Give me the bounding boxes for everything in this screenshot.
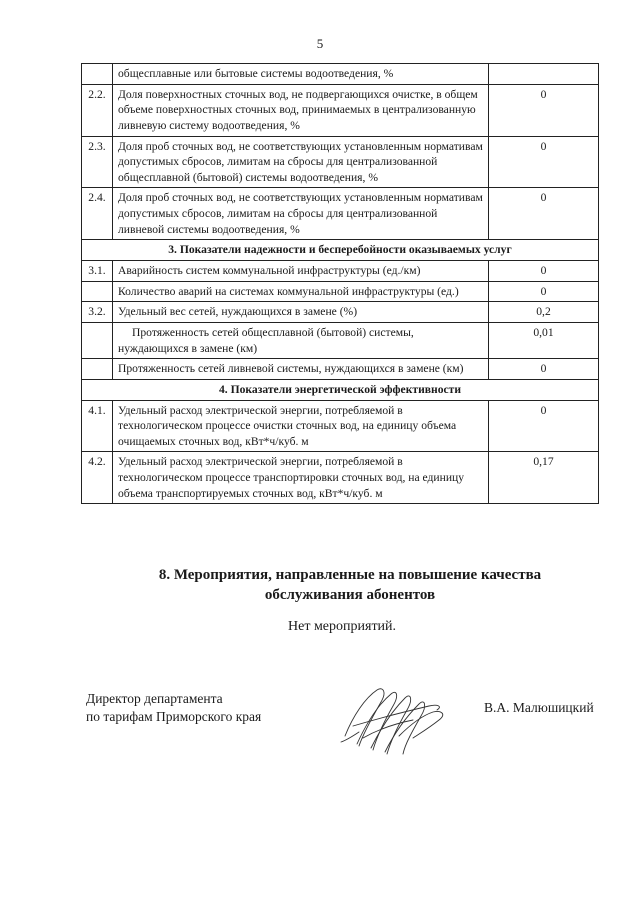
- table-row: [82, 261, 599, 282]
- row-text: Доля проб сточных вод, не соответствующих установленным нормативам допустимых сбросов, лимитам на сбросы для централизованной ливневой системы водоотведения, %: [113, 188, 489, 240]
- row-text: Протяженность сетей общесплавной (бытовой) системы, нуждающихся в замене (км): [113, 322, 489, 358]
- signature-image: [333, 676, 463, 758]
- heading-line: обслуживания абонентов: [264, 586, 436, 603]
- signer-title-line: по тарифам Приморского края: [86, 709, 262, 725]
- row-text: Доля поверхностных сточных вод, не подвергающихся очистке, в общем объеме поверхностных сточных вод, принимаемых в централизованную ливневую систему водоотведения, %: [113, 84, 489, 136]
- row-number: 2.3.: [82, 136, 113, 188]
- table-row: [82, 281, 599, 302]
- row-number: 2.2.: [82, 84, 113, 136]
- table-row: [82, 302, 599, 323]
- row-value: 0,01: [489, 322, 599, 358]
- table-row: [82, 452, 599, 504]
- row-text: Аварийность систем коммунальной инфраструктуры (ед./км): [113, 261, 489, 282]
- row-value: 0: [489, 188, 599, 240]
- row-text: Удельный вес сетей, нуждающихся в замене (%): [113, 302, 489, 323]
- row-value: 0: [489, 261, 599, 282]
- row-value: 0,17: [489, 452, 599, 504]
- row-number: 2.4.: [82, 188, 113, 240]
- row-text: Доля проб сточных вод, не соответствующих установленным нормативам допустимых сбросов, лимитам на сбросы для централизованной общесплавной (бытовой) системы водоотведения, %: [113, 136, 489, 188]
- row-number: 3.2.: [82, 302, 113, 323]
- indicators-table: [81, 63, 599, 504]
- row-value: 0: [489, 359, 599, 380]
- row-text: Удельный расход электрической энергии, потребляемой в технологическом процессе очистки сточных вод, на единицу объема очищаемых сточных вод, кВт*ч/куб. м: [113, 400, 489, 452]
- table-row: [82, 84, 599, 136]
- table-row: [82, 322, 599, 358]
- row-number: 4.2.: [82, 452, 113, 504]
- table-row: [82, 359, 599, 380]
- signer-title: [86, 690, 261, 726]
- table-row: [82, 64, 599, 85]
- page-number: 5: [316, 36, 324, 51]
- row-number: [82, 64, 113, 85]
- row-value: 0: [489, 400, 599, 452]
- row-value: 0,2: [489, 302, 599, 323]
- heading-line: 8. Мероприятия, направленные на повышение качества: [158, 567, 542, 583]
- row-number: [82, 322, 113, 358]
- row-text: Протяженность сетей ливневой системы, нуждающихся в замене (км): [113, 359, 489, 380]
- row-value: 0: [489, 84, 599, 136]
- section-heading: 4. Показатели энергетической эффективности: [82, 379, 599, 400]
- row-number: 3.1.: [82, 261, 113, 282]
- row-text: Количество аварий на системах коммунальной инфраструктуры (ед.): [113, 281, 489, 302]
- section-8-heading: [100, 566, 600, 605]
- row-value: 0: [489, 281, 599, 302]
- row-value: [489, 64, 599, 85]
- signer-name: В.А. Малюшицкий: [484, 700, 594, 715]
- row-text: общесплавные или бытовые системы водоотведения, %: [113, 64, 489, 85]
- signer-title-line: Директор департамента: [86, 691, 223, 706]
- row-number: [82, 359, 113, 380]
- section-row: [82, 240, 599, 261]
- row-number: [82, 281, 113, 302]
- row-number: 4.1.: [82, 400, 113, 452]
- row-value: 0: [489, 136, 599, 188]
- section-heading: 3. Показатели надежности и бесперебойности оказываемых услуг: [82, 240, 599, 261]
- row-text: Удельный расход электрической энергии, потребляемой в технологическом процессе транспортировки сточных вод, на единицу объема транспортируемых сточных вод, кВт*ч/куб. м: [113, 452, 489, 504]
- table-row: [82, 400, 599, 452]
- section-row: [82, 379, 599, 400]
- table-row: [82, 136, 599, 188]
- no-measures-text: Нет мероприятий.: [288, 619, 397, 634]
- table-row: [82, 188, 599, 240]
